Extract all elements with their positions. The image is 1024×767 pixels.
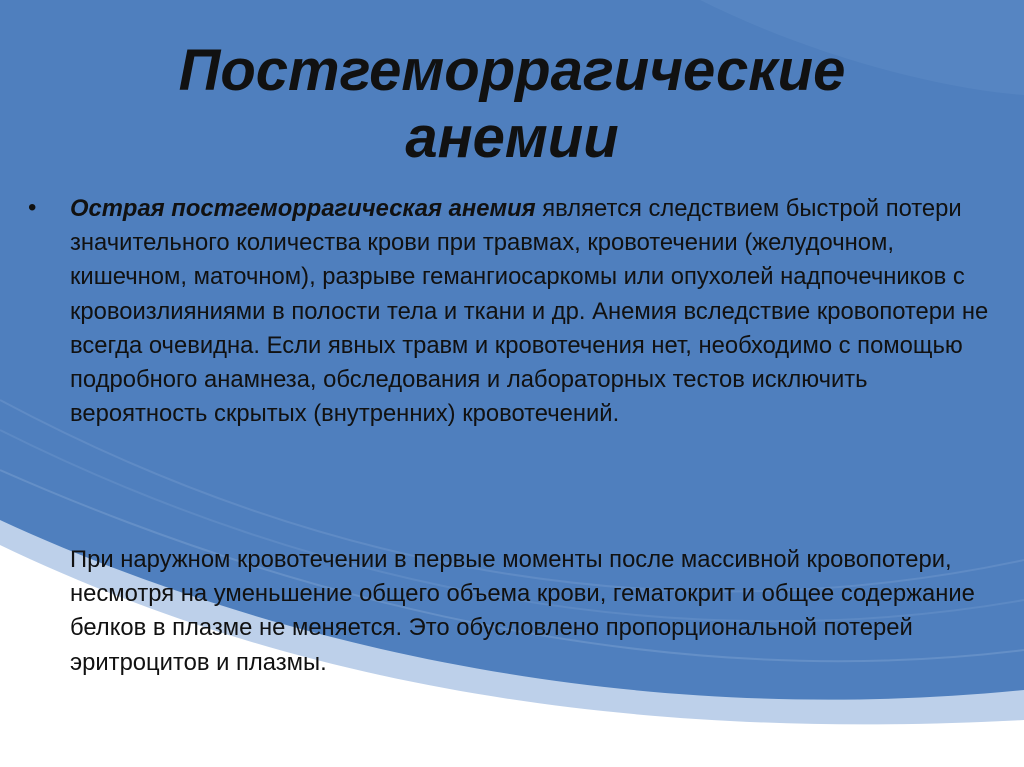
paragraph-1-text: является следствием быстрой потери значительного количества крови при травмах, кровотечении (желудочном, кишечном, маточном), разрыве гемангиосаркомы или опухолей надпочечников с кровоизлияниями в полости тела и ткани и др. Анемия вследствие кровопотери не всегда очевидна. Если явных травм и кровотечения нет, необходимо с помощью подробного анамнеза, обследования и лабораторных тестов исключить вероятность скрытых (внутренних) кровотечений. xyxy=(70,195,989,428)
slide-title-line2: анемии xyxy=(405,105,619,170)
bullet-marker: • xyxy=(28,194,37,221)
paragraph-2: При наружном кровотечении в первые моменты после массивной кровопотери, несмотря на уменьшение общего объема крови, гематокрит и общее содержание белков в плазме не меняется. Это обусловлено пропорциональной потерей эритроцитов и плазмы. xyxy=(70,546,975,676)
paragraph-1 xyxy=(70,192,1000,431)
slide-title-line1: Постгеморрагические xyxy=(178,38,846,103)
paragraph-1-emphasis: Острая постгеморрагическая анемия xyxy=(70,195,536,222)
